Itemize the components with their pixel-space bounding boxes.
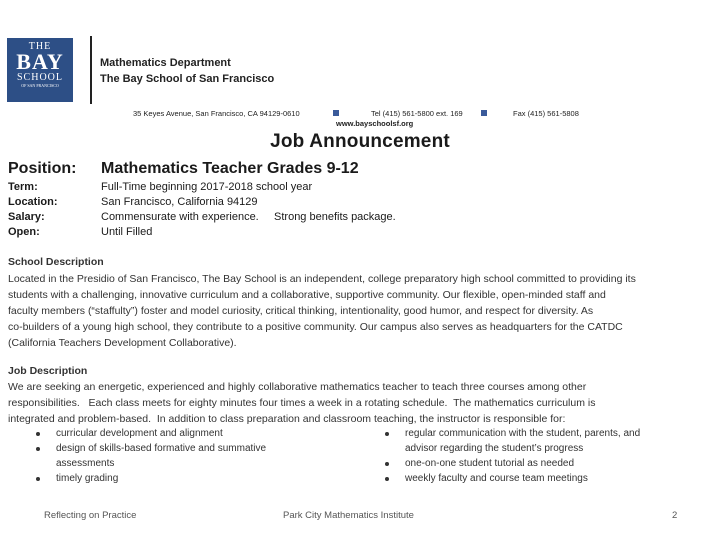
list-item: curricular development and alignment	[56, 428, 223, 439]
open-value: Until Filled	[101, 226, 153, 238]
paragraph-line: responsibilities. Each class meets for eighty minutes four times a week in a rotating schedule. The mathematics curriculum is	[8, 397, 596, 409]
list-item: design of skills-based formative and summative	[56, 443, 267, 454]
position-value: Mathematics Teacher Grades 9-12	[101, 160, 359, 177]
school-name: The Bay School of San Francisco	[100, 73, 275, 85]
separator-square-icon	[481, 110, 487, 116]
logo-line-bay: BAY	[16, 49, 64, 74]
paragraph-line: (California Teachers Development Collaborative).	[8, 337, 237, 349]
term-label: Term:	[8, 181, 38, 193]
salary-value: Commensurate with experience. Strong benefits package.	[101, 211, 396, 223]
footer-left: Reflecting on Practice	[44, 510, 137, 521]
logo-line-the: THE	[28, 41, 52, 52]
paragraph-line: co-builders of a young high school, they contribute to a positive community. Our campus also serves as headquarters for the CATDC	[8, 321, 623, 333]
list-item: timely grading	[56, 473, 119, 484]
list-item: one-on-one student tutorial as needed	[405, 458, 575, 469]
separator-square-icon	[333, 110, 339, 116]
logo-line-school: SCHOOL	[16, 72, 63, 83]
list-item: assessments	[56, 458, 115, 469]
paragraph-line: students with a challenging, innovative curriculum and a collaborative, supportive community. Our flexible, open-minded staff and	[8, 289, 606, 301]
bullet-icon	[385, 462, 389, 466]
list-item: regular communication with the student, parents, and	[405, 428, 641, 439]
footer-center: Park City Mathematics Institute	[283, 510, 414, 521]
paragraph-line: We are seeking an energetic, experienced and highly collaborative mathematics teacher to teach three courses among other	[8, 381, 587, 393]
website-text: www.bayschoolsf.org	[336, 119, 414, 128]
list-item: weekly faculty and course team meetings	[405, 473, 588, 484]
address-text: 35 Keyes Avenue, San Francisco, CA 94129-0610	[133, 109, 300, 118]
bullet-icon	[36, 432, 40, 436]
location-label: Location:	[8, 196, 58, 208]
bay-school-logo	[7, 38, 73, 102]
fax-text: Fax (415) 561-5808	[513, 109, 579, 118]
paragraph-line: integrated and problem-based. In addition to class preparation and classroom teaching, the instructor is responsible for:	[8, 413, 566, 425]
position-label: Position:	[8, 160, 77, 177]
page-title: Job Announcement	[270, 131, 450, 152]
bullet-icon	[385, 477, 389, 481]
bullet-icon	[385, 432, 389, 436]
salary-label: Salary:	[8, 211, 45, 223]
term-value: Full-Time beginning 2017-2018 school year	[101, 181, 313, 193]
logo-line-sf: OF SAN FRANCISCO	[21, 83, 59, 88]
bullet-icon	[36, 477, 40, 481]
list-item: advisor regarding the student’s progress	[405, 443, 584, 454]
school-description-heading: School Description	[8, 256, 104, 268]
job-description-text	[8, 379, 705, 427]
header-divider	[90, 36, 92, 104]
open-label: Open:	[8, 226, 40, 238]
department-name: Mathematics Department	[100, 57, 231, 69]
job-description-heading: Job Description	[8, 365, 88, 377]
paragraph-line: faculty members (“staffulty”) foster and model curiosity, critical thinking, intentionality, good humor, and respect for diversity. As	[8, 305, 594, 317]
page-number: 2	[672, 510, 678, 521]
location-value: San Francisco, California 94129	[101, 196, 258, 208]
paragraph-line: Located in the Presidio of San Francisco, The Bay School is an independent, college preparatory high school committed to providing its	[8, 273, 636, 285]
tel-text: Tel (415) 561-5800 ext. 169	[371, 109, 463, 118]
bullet-icon	[36, 447, 40, 451]
school-description-text	[8, 271, 705, 351]
